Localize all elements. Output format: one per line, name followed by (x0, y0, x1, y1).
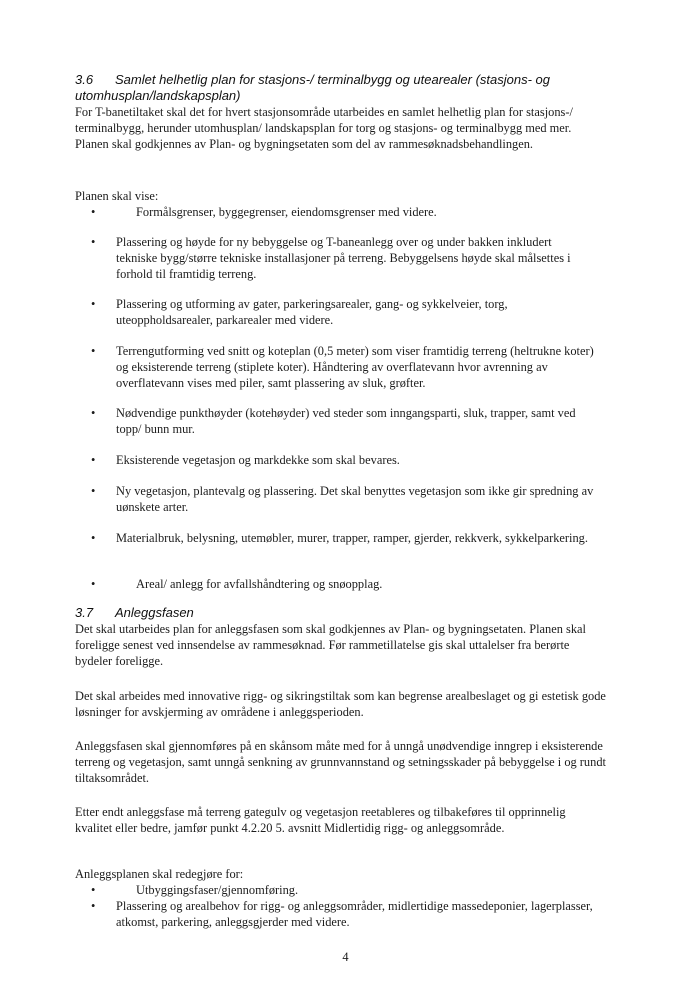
list-item-text: Plassering og arealbehov for rigg- og anleggsområder, midlertidige massedeponier, lagerplasser, atkomst, parkering, anleggsgjerder med videre. (116, 899, 593, 930)
page-number: 4 (342, 950, 349, 964)
list-item (91, 452, 596, 468)
list-label: Planen skal vise: (75, 189, 159, 203)
paragraph: Etter endt anleggsfase må terreng gategulv og vegetasjon reetableres og tilbakeføres til opprinnelig kvalitet eller bedre, jamfør punkt 4.2.20 5. avsnitt Midlertidig rigg- og anleggsområde. (75, 805, 566, 836)
section-number: 3.6 (75, 72, 94, 87)
bullet-dot: • (91, 453, 96, 467)
list-item (91, 204, 601, 220)
list-item-text: Eksisterende vegetasjon og markdekke som skal bevares. (116, 453, 400, 467)
bullet-dot: • (91, 297, 96, 311)
bullet-dot: • (91, 899, 96, 913)
bullet-dot: • (91, 235, 96, 249)
section-title: Samlet helhetlig plan for stasjons-/ terminalbygg og utearealer (stasjons- og utomhusplan/landskapsplan) (75, 72, 551, 103)
bullet-dot: • (91, 344, 96, 358)
paragraph: Det skal utarbeides plan for anleggsfasen som skal godkjennes av Plan- og bygningsetaten. Planen skal foreligge senest ved innsendelse av rammesøknad. Før rammetillatelse gis skal uttalelser fra berørte bydeler foreligge. (75, 622, 586, 669)
paragraph: Anleggsfasen skal gjennomføres på en skånsom måte med for å unngå unødvendige inngrep i eksisterende terreng og vegetasjon, samt unngå senkning av grunnvannstand og setningsskader på bebyggelse i og rundt tiltaksområdet. (75, 739, 606, 786)
list-item-text: Nødvendige punkthøyder (kotehøyder) ved steder som inngangsparti, sluk, trapper, samt ved topp/ bunn mur. (116, 406, 576, 437)
list-item-text: Terrengutforming ved snitt og koteplan (0,5 meter) som viser framtidig terreng (heltrukne koter) og eksisterende terreng (stiplete koter). Håndtering av overflatevann hvor avrenning av overflatevann vises med piler, samt plassering av sluk, grøfter. (116, 344, 594, 391)
list-item-text: Formålsgrenser, byggegrenser, eiendomsgrenser med videre. (136, 205, 437, 219)
list-item-text: Utbyggingsfaser/gjennomføring. (136, 883, 299, 897)
list-item (91, 882, 601, 898)
list-item-text: Plassering og utforming av gater, parkeringsarealer, gang- og sykkelveier, torg, uteoppholdsarealer, parkarealer med videre. (116, 297, 508, 328)
paragraph: Det skal arbeides med innovative rigg- og sikringstiltak som kan begrense arealbeslaget og gi estetisk gode løsninger for avskjerming av områdene i anleggsperioden. (75, 689, 606, 720)
list-item (91, 296, 596, 328)
bullet-dot: • (91, 883, 96, 897)
section-title: Anleggsfasen (115, 605, 194, 620)
bullet-dot: • (91, 205, 96, 219)
section-3-7-heading (75, 605, 375, 621)
bullet-dot: • (91, 484, 96, 498)
bullet-dot: • (91, 531, 96, 545)
list-item-text: Materialbruk, belysning, utemøbler, murer, trapper, ramper, gjerder, rekkverk, sykkelparkering. (116, 531, 588, 545)
bullet-dot: • (91, 577, 96, 591)
list-item (91, 576, 596, 592)
list-item (91, 898, 596, 930)
list-item (91, 234, 596, 283)
list-item (91, 405, 596, 437)
list-label: Anleggsplanen skal redegjøre for: (75, 867, 244, 881)
list-item (91, 343, 596, 392)
section-3-6-heading (75, 72, 605, 104)
list-item (91, 483, 596, 515)
section-3-6-intro: For T-banetiltaket skal det for hvert stasjonsområde utarbeides en samlet helhetlig plan for stasjons-/ terminalbygg, herunder utomhusplan/ landskapsplan for torg og stasjons- og terminalbygg med mer. Planen skal godkjennes av Plan- og bygningsetaten som del av rammesøknadsbehandlingen. (75, 105, 573, 152)
list-item-text: Plassering og høyde for ny bebyggelse og T-baneanlegg over og under bakken inkludert tekniske bygg/større tekniske installasjoner på terreng. Bebyggelsens høyde skal målsettes i forhold til framtidig terreng. (116, 235, 571, 282)
section-number: 3.7 (75, 605, 94, 620)
list-item (91, 530, 596, 546)
list-item-text: Ny vegetasjon, plantevalg og plassering. Det skal benyttes vegetasjon som ikke gir spredning av uønskete arter. (116, 484, 594, 515)
bullet-dot: • (91, 406, 96, 420)
list-item-text: Areal/ anlegg for avfallshåndtering og snøopplag. (136, 577, 383, 591)
